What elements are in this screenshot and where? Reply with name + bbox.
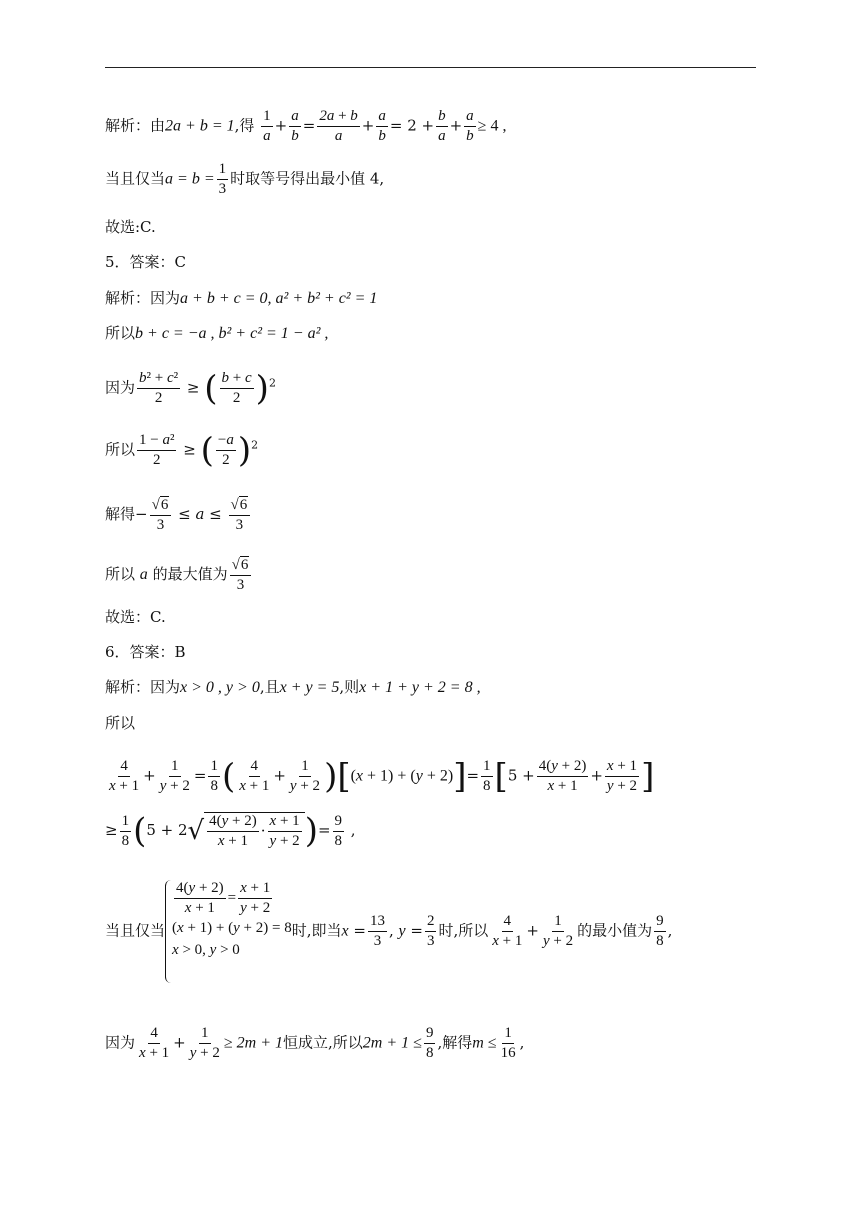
fraction: $\frac{1}{8}$ xyxy=(483,758,491,794)
fraction: $\frac{a}{b}$ xyxy=(378,108,386,144)
choice-line: 故选：C. xyxy=(105,608,166,626)
fraction: $\frac{2a + b}{a}$ xyxy=(319,108,358,144)
header-rule xyxy=(105,67,756,68)
fraction: $\frac{b + c}{2}$ xyxy=(221,370,252,406)
fraction: $\frac{4(y + 2)}{x + 1}$ xyxy=(538,758,587,794)
fraction: $\frac{1}{3}$ xyxy=(218,161,227,197)
fraction: $\frac{4}{x + 1}$ xyxy=(239,758,270,794)
fraction: $\frac{4(y + 2)}{x + 1}$ xyxy=(209,813,257,849)
solution-line-8: 所以 $\frac{\text{1 − a²}}{2}$ ≥ ( $\frac{-a}{2}$ )$^2$ xyxy=(105,430,259,471)
fraction: $\frac{x + 1}{y + 2}$ xyxy=(606,758,638,794)
fraction: $\frac{x + 1}{y + 2}$ xyxy=(269,813,300,849)
answer-heading-6: 6．答案：B xyxy=(105,643,186,661)
equation: 2a + b = 1 xyxy=(165,117,235,135)
fraction: $\frac{a}{b}$ xyxy=(291,108,299,144)
fraction: $\frac{9}{8}$ xyxy=(334,812,343,849)
equation-system: $\frac{4(y + 2)}{x + 1}$ = $\frac{x + 1}{y + 2}$ (x + 1) + (y + 2) = 8 x > 0, y > 0 xyxy=(165,880,292,983)
fraction: $\frac{-a}{2}$ xyxy=(217,432,234,468)
fraction: $\frac{1}{8}$ xyxy=(210,758,218,794)
fraction: $\frac{1}{y + 2}$ xyxy=(159,758,190,794)
fraction: $\frac{\text{b² + c²}}{2}$ xyxy=(139,370,179,406)
solution-line-15: $\frac{4}{x + 1}$ + $\frac{1}{y + 2}$ = $\frac{1}{8}$ ( $\frac{4}{x + 1}$ + $\frac{1}{y + 2}$ )[(x + 1) + (y + 2)]= $\frac{1}{8}$ [5 + $\frac{4(y + 2)}{x + 1}$ + $\frac{x + 1}{y + 2}$ ] xyxy=(109,756,655,797)
fraction: $\frac{1}{8}$ xyxy=(121,812,130,849)
solution-line-17: 当且仅当 $\frac{4(y + 2)}{x + 1}$ = $\frac{x + 1}{y + 2}$ (x + 1) + (y + 2) = 8 x > 0, y > 0 时,即当x = $\frac{13}{3}$ , y = $\frac{2}{3}$ 时,所以 $\frac{4}{x + 1}$ + $\frac{1}{y + 2}$ 的最小值为 $\frac{9}{8}$ , xyxy=(105,880,672,983)
fraction: $\frac{√6}{3}$ xyxy=(229,496,251,534)
solution-line-16: ≥ $\frac{1}{8}$ (5 + 2√ $\frac{4(y + 2)}{x + 1}$ · $\frac{x + 1}{y + 2}$ )= $\frac{9}{8}$ , xyxy=(105,811,356,851)
solution-line-2: 当且仅当a = b = $\frac{1}{3}$ 时取等号得出最小值 4, xyxy=(105,161,385,197)
fraction: $\frac{\text{1 − a²}}{2}$ xyxy=(139,432,175,468)
fraction: $\frac{1}{a}$ xyxy=(263,108,271,144)
solution-line-5: 解析：因为a + b + c = 0, a² + b² + c² = 1 xyxy=(105,289,378,307)
fraction: $\frac{1}{y + 2}$ xyxy=(289,758,321,794)
fraction: $\frac{a}{b}$ xyxy=(466,108,474,144)
fraction: $\frac{b}{a}$ xyxy=(438,108,446,144)
solution-line-14: 所以 xyxy=(105,714,136,732)
solution-line-7: 因为 $\frac{\text{b² + c²}}{2}$ ≥ ( $\frac{b + c}{2}$ )$^2$ xyxy=(105,368,276,409)
solution-line-1: 解析：由2a + b = 1,得 $\frac{1}{a}$ + $\frac{a}{b}$ = $\frac{2a + b}{a}$ + $\frac{a}{b}$ = 2 + $\frac{b}{a}$ + $\frac{a}{b}$ ≥ 4 , xyxy=(105,108,507,144)
solution-line-6: 所以b + c = −a , b² + c² = 1 − a² , xyxy=(105,324,329,342)
fraction: $\frac{√6}{3}$ xyxy=(150,496,172,534)
solution-line-9: 解得− $\frac{√6}{3}$ ≤ a ≤ $\frac{√6}{3}$ xyxy=(105,496,252,534)
solution-line-18: 因为 $\frac{4}{x + 1}$ + $\frac{1}{y + 2}$ ≥ 2m + 1恒成立,所以2m + 1 ≤ $\frac{9}{8}$ ,解得m ≤ $\frac{1}{16}$ , xyxy=(105,1025,525,1061)
fraction: $\frac{4}{x + 1}$ xyxy=(109,758,140,794)
answer-heading-5: 5．答案：C xyxy=(105,253,187,271)
solution-line-13: 解析：因为x > 0 , y > 0,且x + y = 5,则x + 1 + y + 2 = 8 , xyxy=(105,678,481,696)
solution-line-10: 所以 a 的最大值为 $\frac{√6}{3}$ xyxy=(105,556,253,594)
choice-line: 故选:C. xyxy=(105,218,156,236)
fraction: $\frac{√6}{3}$ xyxy=(230,556,252,594)
